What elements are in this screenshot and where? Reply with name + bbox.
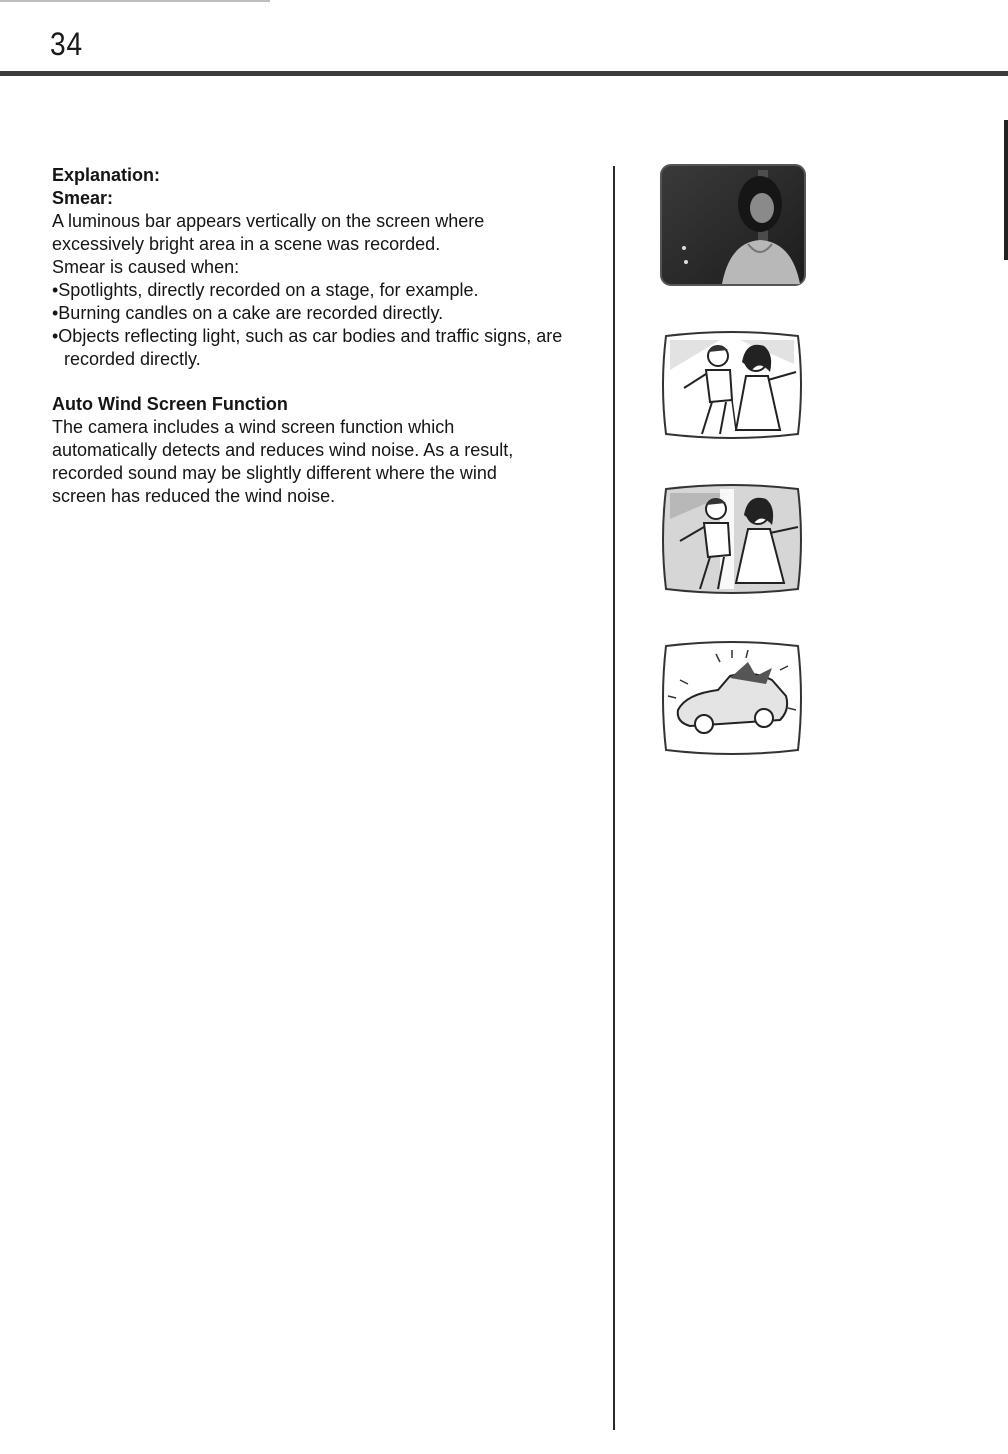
bullet-candles: •Burning candles on a cake are recorded directly. [52, 303, 444, 323]
header-rule [0, 71, 1008, 76]
car-reflection-illustration [660, 640, 804, 756]
dancing-couple-illustration [660, 330, 804, 440]
dancing-couple-smear-illustration [660, 483, 804, 595]
bullet-reflecting-objects: •Objects reflecting light, such as car bodies and traffic signs, are recorded directly. [52, 326, 563, 369]
wind-screen-heading: Auto Wind Screen Function [52, 394, 288, 414]
page-number: 34 [50, 26, 84, 62]
wind-screen-text-line: The camera includes a wind screen function which [52, 417, 455, 437]
wind-screen-text-line: automatically detects and reduces wind noise. As a result, [52, 440, 514, 460]
text-column [52, 164, 597, 508]
wind-screen-text-line: recorded sound may be slightly different where the wind [52, 463, 497, 483]
smear-heading: Smear: [52, 188, 114, 208]
smear-cause-intro: Smear is caused when: [52, 257, 240, 277]
top-edge-line [0, 0, 270, 2]
right-edge-mark [1004, 120, 1008, 260]
wind-screen-text-line: screen has reduced the wind noise. [52, 486, 336, 506]
column-divider [613, 166, 615, 1430]
smear-text-line: A luminous bar appears vertically on the screen where [52, 211, 485, 231]
smear-text-line: excessively bright area in a scene was recorded. [52, 234, 441, 254]
bullet-spotlights: •Spotlights, directly recorded on a stage, for example. [52, 280, 479, 300]
explanation-heading: Explanation: [52, 165, 161, 185]
smear-photo-illustration [660, 164, 806, 286]
